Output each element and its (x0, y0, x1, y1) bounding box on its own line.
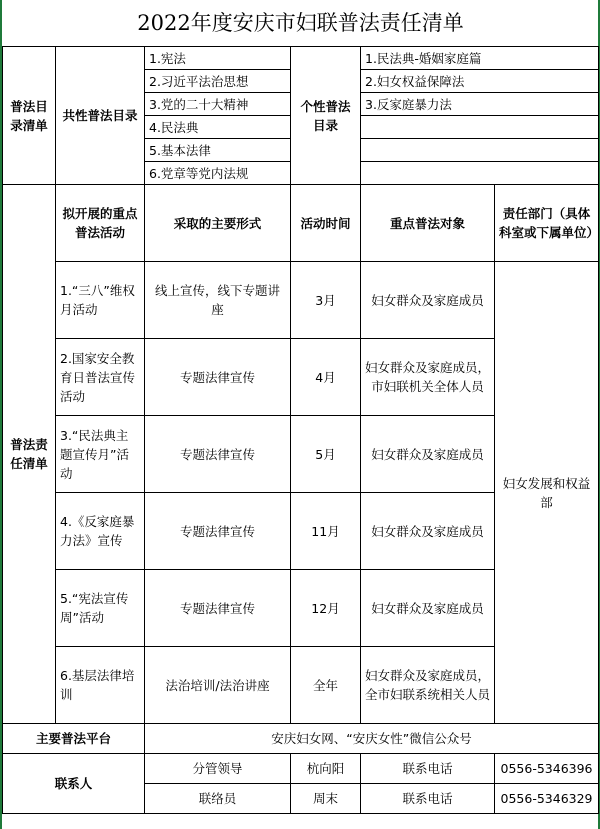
form-cell: 专题法律宣传 (145, 570, 291, 647)
contact-phone: 0556-5346396 (495, 754, 599, 784)
form-cell: 专题法律宣传 (145, 339, 291, 416)
specific-catalog-label: 个性普法目录 (291, 47, 361, 185)
form-cell: 专题法律宣传 (145, 416, 291, 493)
common-catalog-label: 共性普法目录 (56, 47, 145, 185)
activity-cell: 4.《反家庭暴力法》宣传 (56, 493, 145, 570)
catalog-section-label: 普法目录清单 (3, 47, 56, 185)
platform-value: 安庆妇女网、“安庆女性”微信公众号 (145, 724, 599, 754)
contact-label: 联系人 (3, 754, 145, 814)
time-cell: 4月 (291, 339, 361, 416)
form-cell: 专题法律宣传 (145, 493, 291, 570)
common-item: 1.宪法 (145, 47, 291, 70)
contact-phone-label: 联系电话 (361, 754, 495, 784)
header-target: 重点普法对象 (361, 185, 495, 262)
header-time: 活动时间 (291, 185, 361, 262)
table-row (3, 262, 599, 339)
header-form: 采取的主要形式 (145, 185, 291, 262)
activity-cell: 6.基层法律培训 (56, 647, 145, 724)
target-cell: 妇女群众及家庭成员 (361, 416, 495, 493)
dept-cell: 妇女发展和权益部 (495, 262, 599, 724)
duty-list-table (2, 0, 599, 814)
activity-cell: 5.“宪法宣传周”活动 (56, 570, 145, 647)
contact-role: 分管领导 (145, 754, 291, 784)
specific-item: 2.妇女权益保障法 (361, 70, 599, 93)
contact-name: 周末 (291, 784, 361, 814)
platform-label: 主要普法平台 (3, 724, 145, 754)
common-item: 4.民法典 (145, 116, 291, 139)
specific-item: 1.民法典-婚姻家庭篇 (361, 47, 599, 70)
time-cell: 3月 (291, 262, 361, 339)
header-dept: 责任部门（具体科室或下属单位） (495, 185, 599, 262)
target-cell: 妇女群众及家庭成员 (361, 493, 495, 570)
time-cell: 11月 (291, 493, 361, 570)
specific-item-empty (361, 116, 599, 139)
form-cell: 法治培训/法治讲座 (145, 647, 291, 724)
common-item: 3.党的二十大精神 (145, 93, 291, 116)
common-item: 6.党章等党内法规 (145, 162, 291, 185)
common-item: 5.基本法律 (145, 139, 291, 162)
specific-item-empty (361, 162, 599, 185)
contact-name: 杭向阳 (291, 754, 361, 784)
time-cell: 5月 (291, 416, 361, 493)
activity-cell: 2.国家安全教育日普法宣传活动 (56, 339, 145, 416)
specific-item: 3.反家庭暴力法 (361, 93, 599, 116)
contact-phone: 0556-5346329 (495, 784, 599, 814)
time-cell: 12月 (291, 570, 361, 647)
target-cell: 妇女群众及家庭成员 (361, 262, 495, 339)
activity-cell: 3.“民法典主题宣传月”活动 (56, 416, 145, 493)
target-cell: 妇女群众及家庭成员 (361, 570, 495, 647)
activity-cell: 1.“三八”维权月活动 (56, 262, 145, 339)
page-title: 2022年度安庆市妇联普法责任清单 (3, 0, 599, 47)
form-cell: 线上宣传，线下专题讲座 (145, 262, 291, 339)
target-cell: 妇女群众及家庭成员，全市妇联系统相关人员 (361, 647, 495, 724)
contact-phone-label: 联系电话 (361, 784, 495, 814)
common-item: 2.习近平法治思想 (145, 70, 291, 93)
header-activity: 拟开展的重点普法活动 (56, 185, 145, 262)
target-cell: 妇女群众及家庭成员，市妇联机关全体人员 (361, 339, 495, 416)
specific-item-empty (361, 139, 599, 162)
contact-role: 联络员 (145, 784, 291, 814)
time-cell: 全年 (291, 647, 361, 724)
duty-section-label: 普法责任清单 (3, 185, 56, 724)
